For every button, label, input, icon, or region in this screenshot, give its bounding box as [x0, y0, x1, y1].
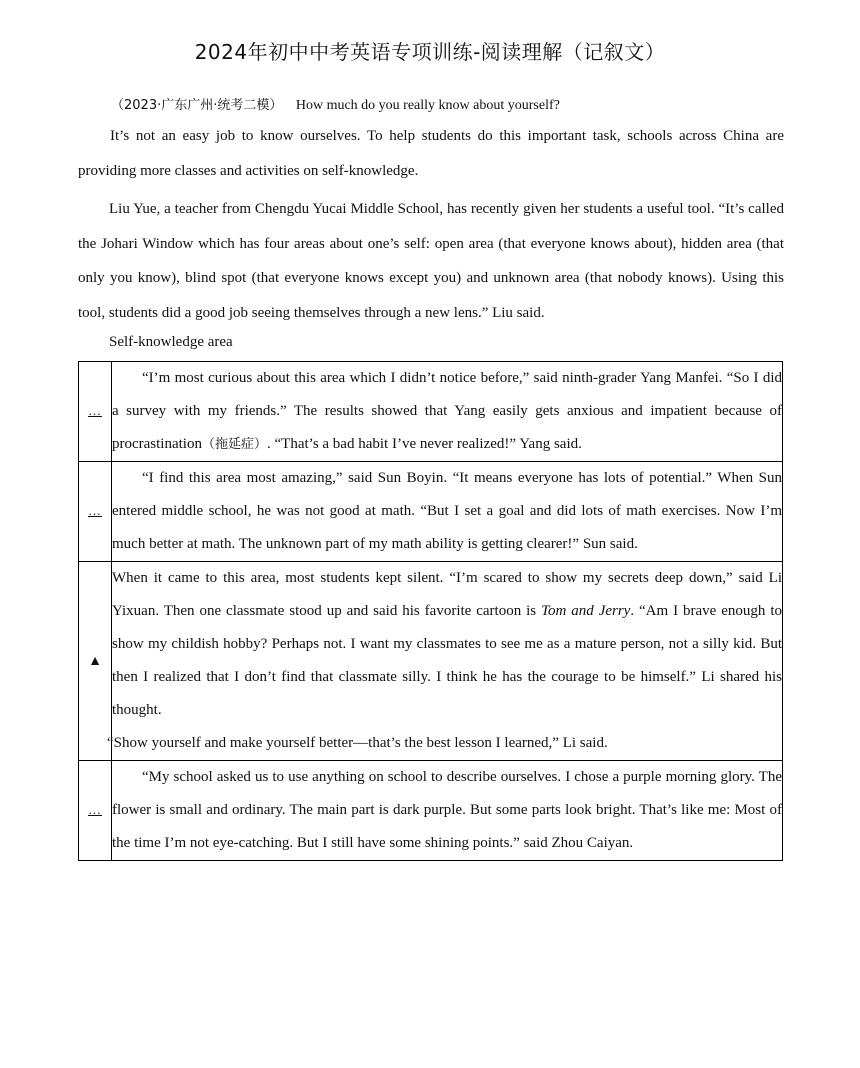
table-row [79, 362, 783, 462]
row-text-part: . “That’s a bad habit I’ve never realized!” Yang said. [267, 436, 582, 452]
row-text-part: When it came to this area, most students kept silent. “I’m scared to show my secrets deep down,” said Li Yixuan. Then one classmate stood up and said his favorite cartoon is [112, 570, 782, 619]
row-text: “I find this area most amazing,” said Sun Boyin. “It means everyone has lots of potential.” When Sun entered middle school, he was not good at math. “But I set a goal and did lots of math exercises. Now I’m much better at math. The unknown part of my math ability is getting clearer!” Sun said. [112, 470, 782, 552]
cartoon-title: Tom and Jerry [541, 603, 631, 619]
exam-source: （2023·广东广州·统考二模） [111, 98, 283, 113]
self-knowledge-table [78, 361, 783, 861]
row-text-part: “I’m most curious about this area which I didn’t notice before,” said ninth-grader Yang Manfei. “So I did a survey with my friends.” The results showed that Yang easily gets anxious and impatient because of procrastination [112, 370, 782, 452]
area-blank-cell [79, 761, 112, 861]
row-text [112, 562, 782, 727]
area-blank-cell [79, 362, 112, 462]
area-content-cell [112, 462, 783, 562]
document-title: 2024年初中中考英语专项训练-阅读理解（记叙文） [194, 40, 666, 64]
article-title: How much do you really know about yourself? [295, 98, 560, 113]
source-line [111, 94, 560, 114]
paragraph-liu-yue: Liu Yue, a teacher from Chengdu Yucai Middle School, has recently given her students a useful tool. “It’s called the Johari Window which has four areas about one’s self: open area (that everyone knows about), hidden area (that only you know), blind spot (that everyone knows except you) and unknown area (that nobody knows). Using this tool, students did a good job seeing themselves through a new lens.” Liu said. [78, 201, 784, 321]
area-blank-marker: … [88, 802, 102, 817]
table-label: Self-knowledge area [109, 334, 233, 350]
area-content-cell [107, 562, 783, 761]
chinese-gloss: （拖延症） [201, 437, 267, 452]
area-content-cell [112, 761, 783, 861]
row-text-part: . “Am I brave enough to show my childish hobby? Perhaps not. I want my classmates to see me as a mature person, not a silly kid. But then I realized that I don’t find that classmate silly. I think he has the courage to be himself.” Li shared his thought. [112, 603, 782, 718]
table-row [79, 761, 783, 861]
triangle-marker-icon: ▲ [88, 653, 102, 669]
area-blank-marker: … [88, 403, 102, 418]
row-text [112, 362, 782, 461]
area-content-cell [112, 362, 783, 462]
row-text: “My school asked us to use anything on school to describe ourselves. I chose a purple morning glory. The flower is small and ordinary. The main part is dark purple. But some parts look bright. That’s like me: Most of the time I’m not eye-catching. But I still have some shining points.” said Zhou Caiyan. [112, 769, 782, 851]
row-text-closing: “Show yourself and make yourself better—that’s the best lesson I learned,” Li said. [107, 735, 608, 751]
table-row [79, 462, 783, 562]
table-row [79, 562, 783, 761]
area-blank-cell [79, 462, 112, 562]
area-blank-marker: … [88, 503, 102, 518]
paragraph-intro: It’s not an easy job to know ourselves. To help students do this important task, schools across China are providing more classes and activities on self-knowledge. [78, 128, 784, 179]
